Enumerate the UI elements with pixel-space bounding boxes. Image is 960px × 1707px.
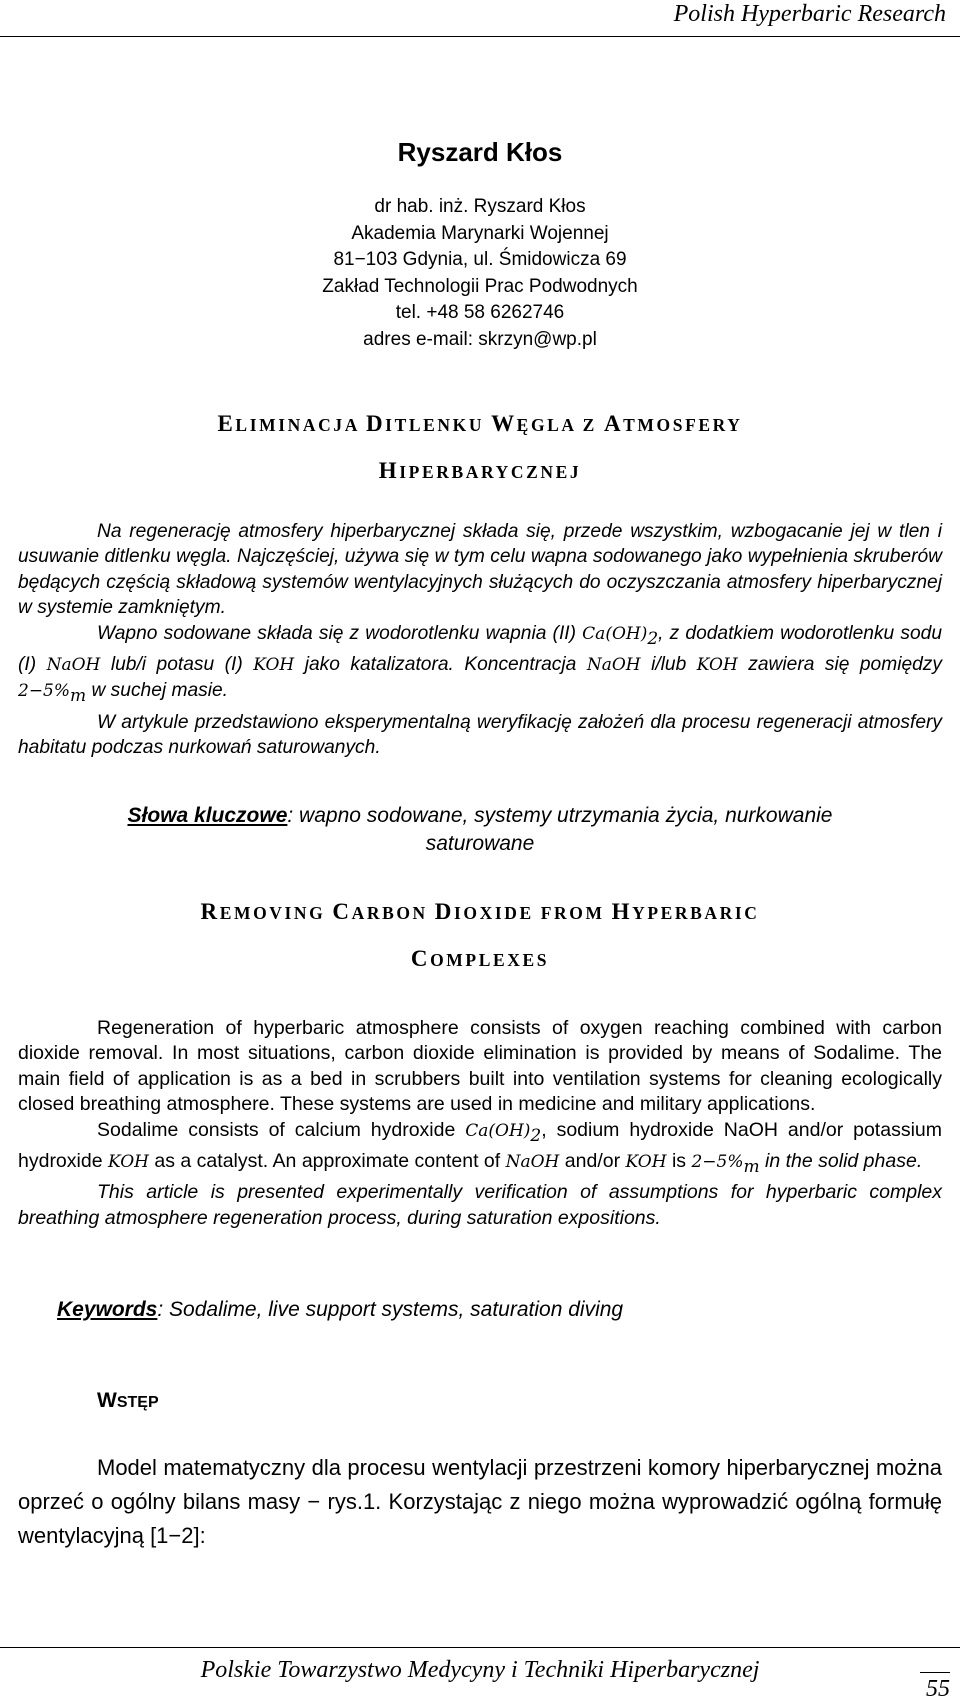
title-line: COMPLEXES (410, 946, 550, 971)
affiliation-line: tel. +48 58 6262746 (395, 302, 565, 323)
title-line: HIPERBARYCZNEJ (378, 458, 582, 483)
abstract-pl (18, 519, 942, 760)
formula: Ca(OH) (582, 623, 648, 644)
keywords-label: Słowa kluczowe (127, 804, 288, 827)
abstract-paragraph: Wapno sodowane składa się z wodorotlenku wapnia (II) $Ca(OH)_2$, z dodatkiem wodorotlenku sodu (I) NaOH lub/i potasu (I) KOH jako katalizatora. Koncentracja NaOH i/lub KOH zawiera się pomiędzy $2-5\%_m$ w suchej masie. (18, 622, 942, 707)
keywords-text: : Sodalime, live support systems, saturation diving (157, 1298, 624, 1321)
abstract-paragraph: Regeneration of hyperbaric atmosphere consists of oxygen reaching combined with carbon dioxide removal. In most situations, carbon dioxide elimination is provided by means of Sodalime. The main field of application is as a bed in scrubbers built into ventilation systems for cleaning ecologically closed breathing atmosphere. These systems are used in medicine and military applications. (18, 1017, 942, 1116)
page-header (0, 0, 960, 40)
author-affiliation (0, 194, 960, 353)
formula: NaOH (46, 654, 101, 675)
keywords-label: Keywords (57, 1298, 158, 1321)
keywords-en (57, 1296, 937, 1324)
formula: KOH (107, 1151, 149, 1172)
title-line: REMOVING CARBON DIOXIDE FROM HYPERBARIC (200, 899, 760, 924)
keywords-text: : wapno sodowane, systemy utrzymania życia, nurkowanie saturowane (287, 804, 833, 855)
affiliation-line: 81−103 Gdynia, ul. Śmidowicza 69 (333, 249, 627, 270)
formula: KOH (253, 654, 295, 675)
page-number: 55 (926, 1676, 950, 1702)
abstract-paragraph: W artykule przedstawiono eksperymentalną weryfikację założeń dla procesu regeneracji atmosfery habitatu podczas nurkowań saturowanych. (18, 711, 942, 758)
header-rule (0, 36, 960, 37)
author-heading: Ryszard Kłos (397, 137, 563, 167)
title-line: ELIMINACJA DITLENKU WĘGLA Z ATMOSFERY (217, 411, 743, 436)
journal-title: Polish Hyperbaric Research (673, 1, 946, 27)
page-number-rule (920, 1672, 950, 1673)
abstract-paragraph: This article is presented experimentally verification of assumptions for hyperbaric complex breathing atmosphere regeneration process, during saturation expositions. (18, 1181, 942, 1229)
formula: KOH (696, 654, 738, 675)
formula: 2−5% (18, 681, 71, 702)
article-title-en (0, 889, 960, 983)
affiliation-line: Akademia Marynarki Wojennej (351, 222, 609, 244)
affiliation-line: adres e-mail: skrzyn@wp.pl (363, 328, 597, 350)
formula: Ca(OH) (465, 1120, 531, 1141)
intro-paragraph: Model matematyczny dla procesu wentylacji przestrzeni komory hiperbarycznej można oprzeć o ogólny bilans masy − rys.1. Korzystając z niego można wyprowadzić ogólną formułę wentylacyjną [1−2]: (18, 1455, 942, 1548)
footer-society: Polskie Towarzystwo Medycyny i Techniki Hiperbarycznej (200, 1657, 760, 1683)
formula: 2−5% (691, 1151, 744, 1172)
formula: NaOH (505, 1151, 560, 1172)
section-heading: WSTĘP (97, 1389, 159, 1412)
abstract-en (18, 1016, 942, 1231)
affiliation-line: Zakład Technologii Prac Podwodnych (322, 275, 638, 297)
keywords-pl (80, 802, 880, 858)
abstract-paragraph: Sodalime consists of calcium hydroxide $Ca(OH)_2$, sodium hydroxide NaOH and/or potassium hydroxide KOH as a catalyst. An approximate content of NaOH and/or KOH is $2-5\%_m$ in the solid phase. (18, 1118, 942, 1177)
formula: KOH (625, 1151, 667, 1172)
article-title-pl (0, 401, 960, 495)
affiliation-line: dr hab. inż. Ryszard Kłos (374, 196, 586, 217)
abstract-paragraph: Na regenerację atmosfery hiperbarycznej składa się, przede wszystkim, wzbogacanie jej w tlen i usuwanie ditlenku węgla. Najczęściej, używa się w tym celu wapna sodowanego jako wypełnienia skruberów będących częścią składową systemów wentylacyjnych służących do oczyszczania atmosfery hiperbarycznej w systemie zamkniętym. (18, 521, 942, 619)
formula: NaOH (586, 654, 641, 675)
footer-rule (0, 1647, 960, 1648)
